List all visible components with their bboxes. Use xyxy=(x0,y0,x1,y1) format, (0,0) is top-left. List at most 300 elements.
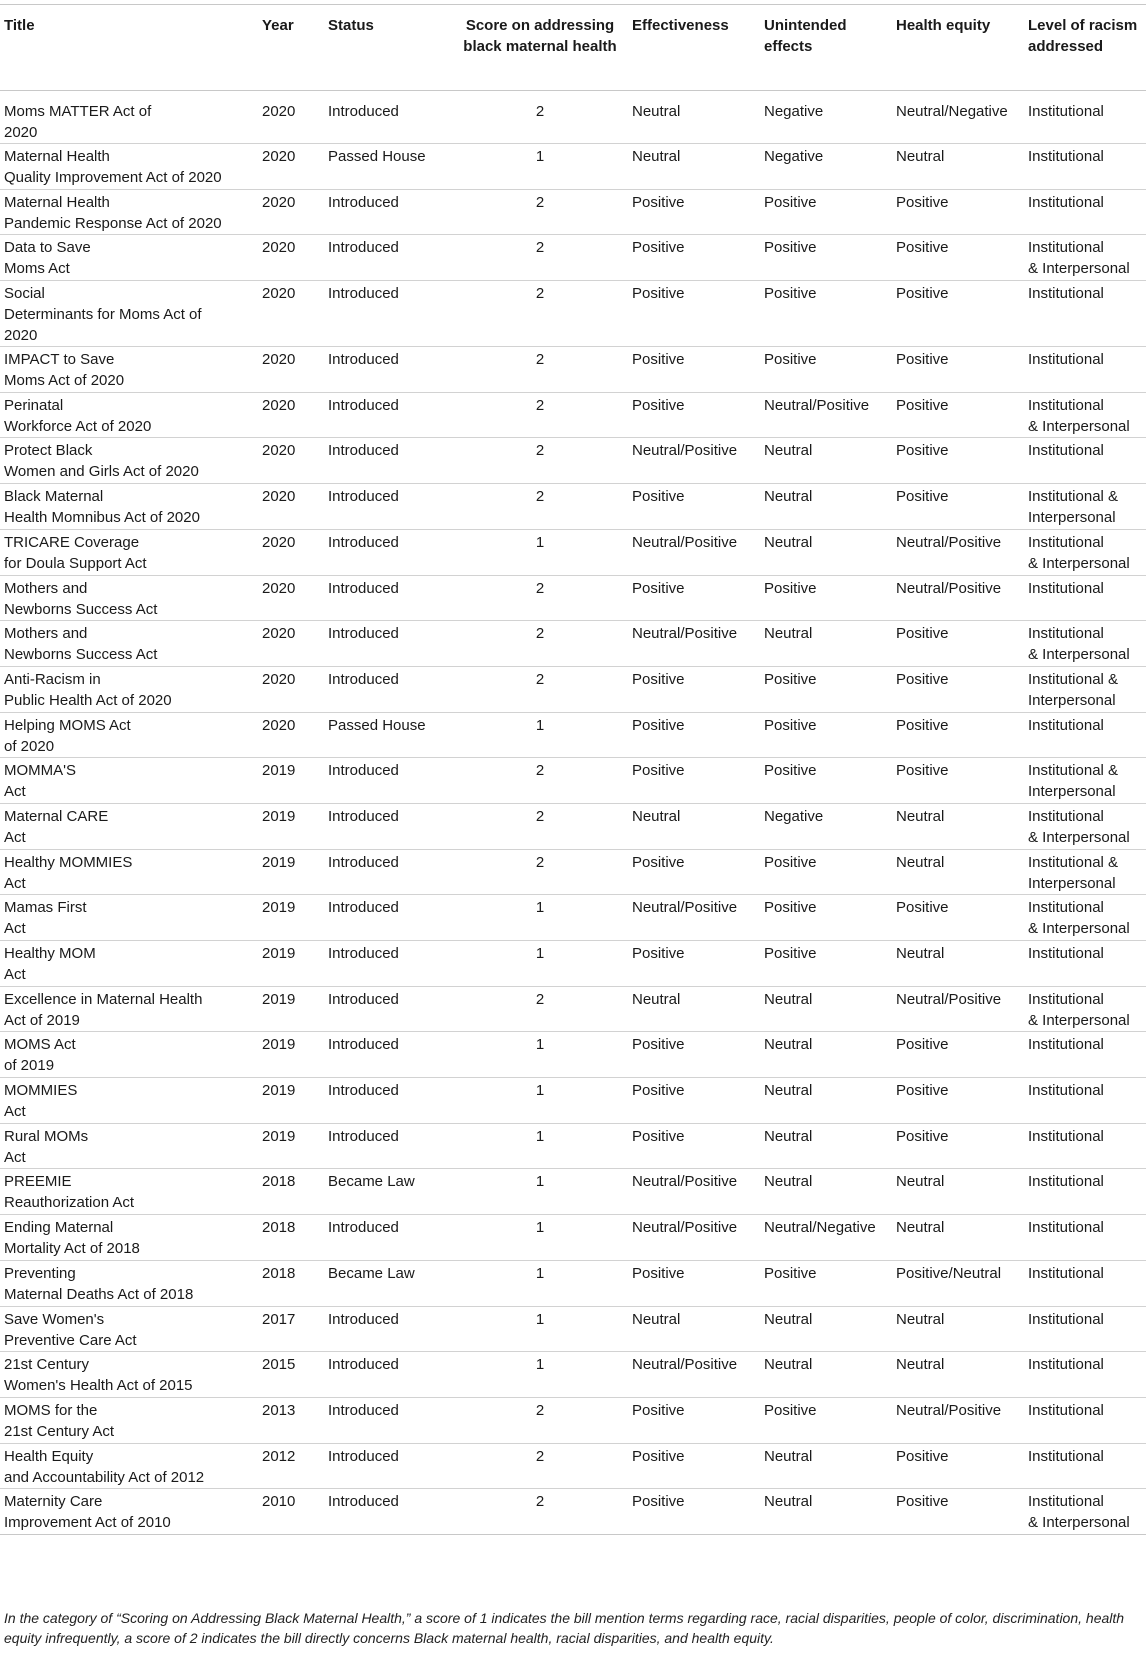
cell-status: Introduced xyxy=(324,895,452,941)
cell-level-of-racism-line: Institutional xyxy=(1028,1173,1104,1191)
cell-title-line: Moms Act of 2020 xyxy=(4,372,125,390)
cell-year: 2019 xyxy=(258,941,324,987)
cell-score: 2 xyxy=(452,803,628,849)
cell-level-of-racism xyxy=(1024,1306,1146,1352)
cell-effectiveness: Neutral xyxy=(628,144,760,190)
cell-effectiveness: Positive xyxy=(628,1260,760,1306)
table-row xyxy=(0,1215,1146,1261)
cell-level-of-racism-line: Institutional xyxy=(1028,148,1104,165)
cell-title-line: Maternal Health xyxy=(4,193,110,211)
table-row xyxy=(0,1397,1146,1443)
cell-title-line: Excellence in Maternal Health xyxy=(4,990,203,1008)
cell-status: Introduced xyxy=(324,666,452,712)
cell-health-equity: Neutral xyxy=(892,941,1024,987)
cell-status: Introduced xyxy=(324,1032,452,1078)
cell-title-line: Improvement Act of 2010 xyxy=(4,1514,171,1532)
cell-effectiveness: Positive xyxy=(628,1123,760,1169)
table-footnote: In the category of “Scoring on Addressing Black Maternal Health,” a score of 1 indicates the bill mention terms regarding race, racial disparities, people of color, discrimination, health equity infrequently, a score of 2 indicates the bill directly concerns Black maternal health, racial disparities, and health equity. xyxy=(4,1610,1125,1646)
cell-unintended-effects: Neutral xyxy=(760,438,892,484)
cell-title-line: Protect Black xyxy=(4,442,93,460)
cell-title xyxy=(0,1169,258,1215)
table-row xyxy=(0,941,1146,987)
cell-title xyxy=(0,1397,258,1443)
cell-title-line: Black Maternal xyxy=(4,488,104,506)
cell-title xyxy=(0,1352,258,1398)
cell-score: 2 xyxy=(452,986,628,1032)
cell-unintended-effects: Positive xyxy=(760,758,892,804)
cell-level-of-racism xyxy=(1024,1032,1146,1078)
cell-level-of-racism xyxy=(1024,621,1146,667)
cell-title-line: Preventing xyxy=(4,1264,76,1282)
cell-effectiveness: Positive xyxy=(628,849,760,895)
table-row xyxy=(0,758,1146,804)
cell-year: 2017 xyxy=(258,1306,324,1352)
cell-score: 2 xyxy=(452,438,628,484)
cell-title xyxy=(0,189,258,235)
cell-health-equity: Positive xyxy=(892,666,1024,712)
cell-health-equity: Neutral/Positive xyxy=(892,1397,1024,1443)
cell-title-line: Maternity Care xyxy=(4,1493,103,1511)
cell-health-equity: Positive xyxy=(892,1123,1024,1169)
table-body xyxy=(0,91,1146,1535)
cell-title-line: Social xyxy=(4,285,45,303)
cell-level-of-racism-line: Institutional & xyxy=(1028,670,1119,688)
cell-level-of-racism-line: Institutional xyxy=(1028,396,1104,414)
cell-level-of-racism-line: & Interpersonal xyxy=(1028,828,1130,846)
cell-effectiveness: Positive xyxy=(628,281,760,347)
cell-unintended-effects: Positive xyxy=(760,281,892,347)
cell-title xyxy=(0,758,258,804)
table-row xyxy=(0,484,1146,530)
cell-effectiveness: Positive xyxy=(628,1397,760,1443)
cell-year: 2020 xyxy=(258,144,324,190)
cell-title-line: Determinants for Moms Act of xyxy=(4,306,202,324)
cell-effectiveness: Positive xyxy=(628,575,760,621)
cell-unintended-effects: Neutral xyxy=(760,484,892,530)
cell-title xyxy=(0,438,258,484)
cell-level-of-racism xyxy=(1024,1169,1146,1215)
cell-unintended-effects: Positive xyxy=(760,189,892,235)
cell-title-line: Workforce Act of 2020 xyxy=(4,417,152,435)
cell-effectiveness: Positive xyxy=(628,666,760,712)
cell-level-of-racism xyxy=(1024,1489,1146,1535)
cell-year: 2019 xyxy=(258,986,324,1032)
cell-effectiveness: Neutral xyxy=(628,986,760,1032)
cell-level-of-racism-line: & Interpersonal xyxy=(1028,646,1130,664)
table-row xyxy=(0,1169,1146,1215)
cell-score: 2 xyxy=(452,189,628,235)
cell-title-line: 21st Century Act xyxy=(4,1422,115,1440)
cell-level-of-racism-line: & Interpersonal xyxy=(1028,920,1130,938)
cell-year: 2020 xyxy=(258,235,324,281)
cell-year: 2020 xyxy=(258,438,324,484)
cell-title-line: Women and Girls Act of 2020 xyxy=(4,463,199,481)
cell-score: 2 xyxy=(452,575,628,621)
cell-level-of-racism-line: Institutional xyxy=(1028,945,1104,962)
header-title: Title xyxy=(0,5,258,91)
cell-score: 2 xyxy=(452,666,628,712)
cell-health-equity: Positive xyxy=(892,1489,1024,1535)
cell-year: 2020 xyxy=(258,529,324,575)
cell-level-of-racism-line: Institutional xyxy=(1028,533,1104,551)
cell-level-of-racism-line: Institutional xyxy=(1028,1356,1104,1374)
cell-health-equity: Positive xyxy=(892,189,1024,235)
cell-unintended-effects: Positive xyxy=(760,712,892,758)
cell-title-line: Act xyxy=(4,1148,26,1166)
cell-effectiveness: Positive xyxy=(628,1078,760,1124)
cell-level-of-racism-line: Institutional & xyxy=(1028,762,1119,780)
cell-level-of-racism xyxy=(1024,1397,1146,1443)
cell-title xyxy=(0,849,258,895)
cell-title xyxy=(0,91,258,144)
cell-level-of-racism-line: & Interpersonal xyxy=(1028,260,1130,278)
cell-title-line: Act xyxy=(4,966,26,983)
cell-level-of-racism-line: Interpersonal xyxy=(1028,509,1116,527)
table-row xyxy=(0,281,1146,347)
cell-year: 2020 xyxy=(258,621,324,667)
cell-level-of-racism-line: Institutional xyxy=(1028,1493,1104,1511)
cell-title-line: MOMS Act xyxy=(4,1036,76,1054)
cell-effectiveness: Positive xyxy=(628,758,760,804)
cell-unintended-effects: Negative xyxy=(760,803,892,849)
cell-unintended-effects: Positive xyxy=(760,1397,892,1443)
cell-score: 1 xyxy=(452,529,628,575)
cell-status: Introduced xyxy=(324,575,452,621)
cell-status: Introduced xyxy=(324,189,452,235)
cell-title-line: Moms MATTER Act of xyxy=(4,103,152,120)
cell-level-of-racism xyxy=(1024,895,1146,941)
cell-year: 2020 xyxy=(258,347,324,393)
cell-level-of-racism xyxy=(1024,1123,1146,1169)
cell-unintended-effects: Neutral xyxy=(760,1169,892,1215)
cell-level-of-racism-line: Institutional xyxy=(1028,990,1104,1008)
cell-title-line: MOMMA'S xyxy=(4,762,77,780)
cell-effectiveness: Neutral/Positive xyxy=(628,1215,760,1261)
cell-unintended-effects: Neutral xyxy=(760,529,892,575)
cell-year: 2020 xyxy=(258,91,324,144)
cell-health-equity: Neutral/Positive xyxy=(892,529,1024,575)
cell-year: 2019 xyxy=(258,849,324,895)
cell-title xyxy=(0,1123,258,1169)
cell-title xyxy=(0,895,258,941)
cell-status: Introduced xyxy=(324,347,452,393)
table-row xyxy=(0,1260,1146,1306)
table-row xyxy=(0,189,1146,235)
cell-health-equity: Positive xyxy=(892,712,1024,758)
cell-health-equity: Neutral xyxy=(892,1169,1024,1215)
cell-level-of-racism-line: Institutional xyxy=(1028,1219,1104,1237)
cell-health-equity: Positive xyxy=(892,1443,1024,1489)
header-unintended-effects: Unintended effects xyxy=(760,5,892,91)
cell-status: Introduced xyxy=(324,484,452,530)
cell-title xyxy=(0,529,258,575)
cell-level-of-racism-line: Institutional xyxy=(1028,1310,1104,1328)
cell-title-line: Mothers and xyxy=(4,625,88,643)
cell-level-of-racism xyxy=(1024,438,1146,484)
cell-title-line: Anti-Racism in xyxy=(4,670,101,688)
cell-level-of-racism-line: Interpersonal xyxy=(1028,874,1116,892)
cell-level-of-racism xyxy=(1024,1443,1146,1489)
cell-title-line: 2020 xyxy=(4,327,38,345)
cell-status: Introduced xyxy=(324,1352,452,1398)
cell-level-of-racism-line: Institutional xyxy=(1028,1401,1104,1419)
table-row xyxy=(0,1352,1146,1398)
cell-score: 1 xyxy=(452,1306,628,1352)
cell-year: 2019 xyxy=(258,758,324,804)
cell-status: Introduced xyxy=(324,392,452,438)
cell-level-of-racism-line: Institutional xyxy=(1028,807,1104,825)
cell-title-line: Maternal Health xyxy=(4,148,110,165)
cell-unintended-effects: Neutral xyxy=(760,1443,892,1489)
cell-unintended-effects: Positive xyxy=(760,1260,892,1306)
cell-title-line: Reauthorization Act xyxy=(4,1194,135,1212)
cell-score: 1 xyxy=(452,941,628,987)
cell-unintended-effects: Neutral/Positive xyxy=(760,392,892,438)
cell-title-line: Health Equity xyxy=(4,1447,94,1465)
cell-unintended-effects: Neutral xyxy=(760,1123,892,1169)
cell-title-line: Mamas First xyxy=(4,899,87,917)
cell-status: Introduced xyxy=(324,758,452,804)
cell-year: 2020 xyxy=(258,281,324,347)
cell-title-line: Maternal Deaths Act of 2018 xyxy=(4,1285,194,1303)
cell-status: Introduced xyxy=(324,1078,452,1124)
cell-title-line: Preventive Care Act xyxy=(4,1331,137,1349)
cell-score: 1 xyxy=(452,1032,628,1078)
table-row xyxy=(0,235,1146,281)
cell-year: 2020 xyxy=(258,666,324,712)
table-row xyxy=(0,849,1146,895)
header-score: Score on addressing black maternal health xyxy=(452,5,628,91)
cell-unintended-effects: Positive xyxy=(760,575,892,621)
cell-effectiveness: Neutral xyxy=(628,803,760,849)
cell-title-line: 2020 xyxy=(4,124,38,141)
cell-level-of-racism-line: Institutional xyxy=(1028,625,1104,643)
cell-year: 2019 xyxy=(258,1078,324,1124)
cell-title xyxy=(0,621,258,667)
cell-status: Introduced xyxy=(324,1397,452,1443)
cell-level-of-racism-line: Institutional xyxy=(1028,716,1104,734)
cell-health-equity: Positive xyxy=(892,1078,1024,1124)
cell-score: 1 xyxy=(452,1352,628,1398)
cell-health-equity: Neutral xyxy=(892,144,1024,190)
cell-status: Became Law xyxy=(324,1169,452,1215)
table-row xyxy=(0,1443,1146,1489)
table-row xyxy=(0,986,1146,1032)
cell-title-line: Act xyxy=(4,1103,26,1121)
cell-title xyxy=(0,941,258,987)
cell-title-line: of 2019 xyxy=(4,1057,55,1075)
cell-unintended-effects: Neutral xyxy=(760,1032,892,1078)
cell-effectiveness: Neutral xyxy=(628,91,760,144)
cell-level-of-racism xyxy=(1024,1352,1146,1398)
cell-health-equity: Neutral xyxy=(892,1215,1024,1261)
cell-status: Introduced xyxy=(324,621,452,667)
cell-health-equity: Neutral xyxy=(892,849,1024,895)
table-row xyxy=(0,347,1146,393)
cell-health-equity: Neutral/Negative xyxy=(892,91,1024,144)
cell-score: 1 xyxy=(452,1169,628,1215)
cell-level-of-racism xyxy=(1024,986,1146,1032)
cell-level-of-racism xyxy=(1024,849,1146,895)
cell-title xyxy=(0,1078,258,1124)
cell-year: 2019 xyxy=(258,803,324,849)
cell-health-equity: Positive xyxy=(892,235,1024,281)
cell-year: 2018 xyxy=(258,1215,324,1261)
cell-status: Introduced xyxy=(324,529,452,575)
cell-unintended-effects: Negative xyxy=(760,91,892,144)
cell-health-equity: Positive xyxy=(892,392,1024,438)
cell-unintended-effects: Negative xyxy=(760,144,892,190)
table-row xyxy=(0,666,1146,712)
cell-level-of-racism-line: Institutional xyxy=(1028,1036,1104,1054)
cell-level-of-racism-line: & Interpersonal xyxy=(1028,554,1130,572)
cell-level-of-racism xyxy=(1024,347,1146,393)
cell-year: 2018 xyxy=(258,1169,324,1215)
cell-health-equity: Neutral/Positive xyxy=(892,986,1024,1032)
cell-title xyxy=(0,392,258,438)
cell-year: 2010 xyxy=(258,1489,324,1535)
cell-title-line: Women's Health Act of 2015 xyxy=(4,1377,193,1395)
cell-status: Passed House xyxy=(324,144,452,190)
cell-year: 2020 xyxy=(258,575,324,621)
cell-health-equity: Positive/Neutral xyxy=(892,1260,1024,1306)
cell-health-equity: Neutral/Positive xyxy=(892,575,1024,621)
cell-status: Introduced xyxy=(324,91,452,144)
cell-level-of-racism-line: Institutional & xyxy=(1028,853,1119,871)
cell-score: 2 xyxy=(452,91,628,144)
cell-status: Introduced xyxy=(324,986,452,1032)
table-row xyxy=(0,529,1146,575)
cell-title-line: Quality Improvement Act of 2020 xyxy=(4,169,222,186)
cell-title-line: Act of 2019 xyxy=(4,1011,80,1029)
table-row xyxy=(0,1078,1146,1124)
cell-title-line: Pandemic Response Act of 2020 xyxy=(4,214,222,232)
cell-title-line: for Doula Support Act xyxy=(4,554,147,572)
cell-level-of-racism xyxy=(1024,941,1146,987)
cell-unintended-effects: Positive xyxy=(760,347,892,393)
cell-effectiveness: Positive xyxy=(628,712,760,758)
cell-level-of-racism-line: Institutional xyxy=(1028,351,1104,369)
cell-title-line: Rural MOMs xyxy=(4,1127,89,1145)
header-effectiveness: Effectiveness xyxy=(628,5,760,91)
cell-title xyxy=(0,712,258,758)
cell-level-of-racism xyxy=(1024,484,1146,530)
cell-title-line: Save Women's xyxy=(4,1310,105,1328)
cell-unintended-effects: Positive xyxy=(760,849,892,895)
cell-effectiveness: Neutral/Positive xyxy=(628,438,760,484)
table-row xyxy=(0,895,1146,941)
cell-effectiveness: Neutral xyxy=(628,1306,760,1352)
cell-title-line: IMPACT to Save xyxy=(4,351,115,369)
cell-health-equity: Positive xyxy=(892,895,1024,941)
cell-level-of-racism xyxy=(1024,712,1146,758)
cell-level-of-racism-line: & Interpersonal xyxy=(1028,417,1130,435)
cell-level-of-racism-line: Institutional xyxy=(1028,1447,1104,1465)
cell-health-equity: Positive xyxy=(892,621,1024,667)
cell-year: 2020 xyxy=(258,484,324,530)
cell-title xyxy=(0,575,258,621)
cell-unintended-effects: Positive xyxy=(760,941,892,987)
cell-title-line: Public Health Act of 2020 xyxy=(4,691,172,709)
cell-level-of-racism-line: Institutional xyxy=(1028,442,1104,460)
table-row xyxy=(0,1123,1146,1169)
cell-title-line: Act xyxy=(4,783,26,801)
cell-year: 2020 xyxy=(258,189,324,235)
cell-level-of-racism-line: Institutional xyxy=(1028,193,1104,211)
cell-title xyxy=(0,347,258,393)
cell-title-line: Healthy MOMMIES xyxy=(4,853,133,871)
cell-title-line: Mortality Act of 2018 xyxy=(4,1240,140,1258)
cell-unintended-effects: Positive xyxy=(760,235,892,281)
cell-title xyxy=(0,281,258,347)
cell-title xyxy=(0,235,258,281)
cell-score: 2 xyxy=(452,235,628,281)
cell-level-of-racism xyxy=(1024,189,1146,235)
cell-effectiveness: Positive xyxy=(628,484,760,530)
cell-title-line: Newborns Success Act xyxy=(4,600,158,618)
cell-health-equity: Positive xyxy=(892,758,1024,804)
cell-title-line: Act xyxy=(4,828,26,846)
cell-level-of-racism-line: Institutional & xyxy=(1028,488,1119,506)
cell-score: 1 xyxy=(452,1123,628,1169)
cell-score: 1 xyxy=(452,1215,628,1261)
cell-year: 2019 xyxy=(258,895,324,941)
cell-health-equity: Positive xyxy=(892,281,1024,347)
header-year: Year xyxy=(258,5,324,91)
cell-level-of-racism-line: Institutional xyxy=(1028,1264,1104,1282)
table-row xyxy=(0,144,1146,190)
cell-score: 2 xyxy=(452,758,628,804)
cell-title-line: Perinatal xyxy=(4,396,64,414)
cell-level-of-racism-line: Institutional xyxy=(1028,1127,1104,1145)
cell-score: 1 xyxy=(452,1078,628,1124)
cell-title xyxy=(0,144,258,190)
table-row xyxy=(0,91,1146,144)
cell-title-line: TRICARE Coverage xyxy=(4,533,140,551)
cell-level-of-racism-line: & Interpersonal xyxy=(1028,1011,1130,1029)
cell-year: 2020 xyxy=(258,392,324,438)
cell-status: Introduced xyxy=(324,803,452,849)
cell-unintended-effects: Neutral/Negative xyxy=(760,1215,892,1261)
cell-status: Introduced xyxy=(324,1443,452,1489)
cell-level-of-racism-line: Institutional xyxy=(1028,103,1104,120)
cell-year: 2012 xyxy=(258,1443,324,1489)
cell-health-equity: Positive xyxy=(892,347,1024,393)
cell-year: 2018 xyxy=(258,1260,324,1306)
cell-effectiveness: Positive xyxy=(628,392,760,438)
cell-score: 2 xyxy=(452,347,628,393)
cell-title-line: Act xyxy=(4,874,26,892)
cell-title xyxy=(0,1489,258,1535)
cell-effectiveness: Neutral/Positive xyxy=(628,895,760,941)
cell-level-of-racism xyxy=(1024,392,1146,438)
cell-effectiveness: Neutral/Positive xyxy=(628,1169,760,1215)
bills-table xyxy=(0,4,1146,1535)
cell-score: 2 xyxy=(452,484,628,530)
cell-level-of-racism xyxy=(1024,235,1146,281)
cell-title xyxy=(0,1260,258,1306)
cell-score: 2 xyxy=(452,1397,628,1443)
cell-year: 2019 xyxy=(258,1123,324,1169)
cell-status: Introduced xyxy=(324,438,452,484)
cell-title-line: Mothers and xyxy=(4,579,88,597)
cell-health-equity: Positive xyxy=(892,438,1024,484)
cell-score: 1 xyxy=(452,895,628,941)
cell-effectiveness: Neutral/Positive xyxy=(628,529,760,575)
cell-title-line: Moms Act xyxy=(4,260,70,278)
cell-health-equity: Neutral xyxy=(892,803,1024,849)
cell-health-equity: Neutral xyxy=(892,1352,1024,1398)
